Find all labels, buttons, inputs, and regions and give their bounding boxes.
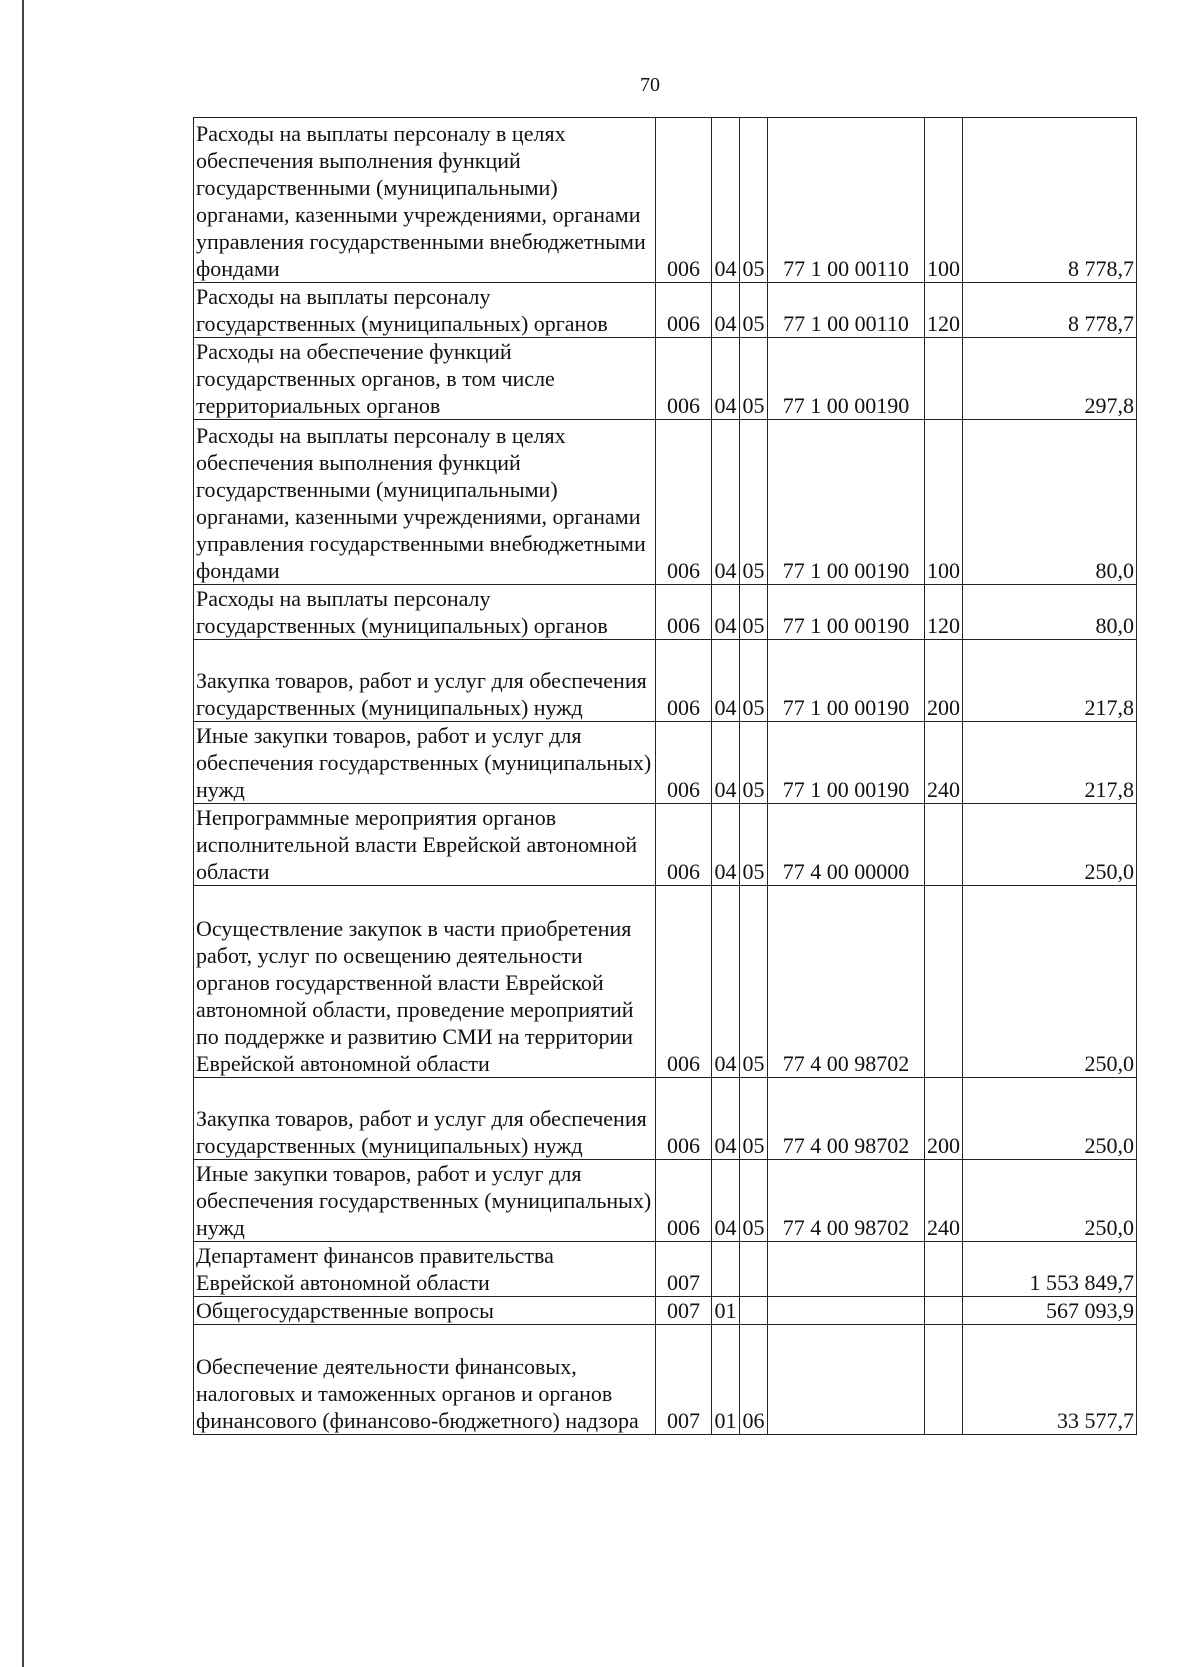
section-code: 04 — [712, 338, 740, 420]
amount-cell: 567 093,9 — [963, 1297, 1137, 1325]
amount-cell: 250,0 — [963, 886, 1137, 1078]
target-article-code: 77 1 00 00110 — [768, 118, 925, 283]
subsection-code: 05 — [740, 804, 768, 886]
expense-type-code — [925, 338, 963, 420]
ministry-code: 006 — [656, 1160, 712, 1242]
expense-type-code — [925, 804, 963, 886]
section-code: 04 — [712, 585, 740, 640]
target-article-code: 77 4 00 98702 — [768, 1078, 925, 1160]
target-article-code — [768, 1325, 925, 1435]
expense-name: Непрограммные мероприятия органов исполнительной власти Еврейской автономной области — [194, 804, 656, 886]
table-row — [194, 118, 1137, 283]
expense-name: Осуществление закупок в части приобретения работ, услуг по освещению деятельности органов государственной власти Еврейской автономной области, проведение мероприятий по поддержке и развитию СМИ на территории Еврейской автономной области — [194, 886, 656, 1078]
expense-name: Иные закупки товаров, работ и услуг для обеспечения государственных (муниципальных) нужд — [194, 722, 656, 804]
expense-type-code — [925, 1297, 963, 1325]
section-code: 04 — [712, 640, 740, 722]
expense-name: Закупка товаров, работ и услуг для обеспечения государственных (муниципальных) нужд — [194, 1078, 656, 1160]
target-article-code: 77 1 00 00190 — [768, 420, 925, 585]
expense-name: Закупка товаров, работ и услуг для обеспечения государственных (муниципальных) нужд — [194, 640, 656, 722]
amount-cell: 297,8 — [963, 338, 1137, 420]
ministry-code: 006 — [656, 1078, 712, 1160]
ministry-code: 006 — [656, 640, 712, 722]
target-article-code: 77 4 00 00000 — [768, 804, 925, 886]
subsection-code: 05 — [740, 118, 768, 283]
table-row — [194, 1325, 1137, 1435]
table-row — [194, 338, 1137, 420]
ministry-code: 007 — [656, 1297, 712, 1325]
expense-type-code: 120 — [925, 585, 963, 640]
amount-cell: 217,8 — [963, 640, 1137, 722]
section-code: 04 — [712, 722, 740, 804]
amount-cell: 250,0 — [963, 804, 1137, 886]
amount-cell: 8 778,7 — [963, 118, 1137, 283]
section-code: 04 — [712, 1160, 740, 1242]
target-article-code: 77 4 00 98702 — [768, 1160, 925, 1242]
amount-cell: 1 553 849,7 — [963, 1242, 1137, 1297]
ministry-code: 007 — [656, 1242, 712, 1297]
section-code: 01 — [712, 1325, 740, 1435]
page-number: 70 — [640, 74, 660, 96]
table-row — [194, 722, 1137, 804]
subsection-code: 05 — [740, 338, 768, 420]
subsection-code: 05 — [740, 420, 768, 585]
subsection-code: 05 — [740, 283, 768, 338]
amount-cell: 80,0 — [963, 420, 1137, 585]
subsection-code: 05 — [740, 722, 768, 804]
ministry-code: 006 — [656, 585, 712, 640]
section-code: 04 — [712, 118, 740, 283]
amount-cell: 250,0 — [963, 1078, 1137, 1160]
target-article-code: 77 1 00 00190 — [768, 640, 925, 722]
table-row — [194, 1242, 1137, 1297]
amount-cell: 217,8 — [963, 722, 1137, 804]
amount-cell: 33 577,7 — [963, 1325, 1137, 1435]
target-article-code — [768, 1297, 925, 1325]
section-code — [712, 1242, 740, 1297]
expense-type-code: 120 — [925, 283, 963, 338]
table-row — [194, 585, 1137, 640]
amount-cell: 8 778,7 — [963, 283, 1137, 338]
target-article-code: 77 1 00 00190 — [768, 722, 925, 804]
expense-type-code: 240 — [925, 722, 963, 804]
section-code: 04 — [712, 283, 740, 338]
ministry-code: 006 — [656, 886, 712, 1078]
ministry-code: 006 — [656, 283, 712, 338]
ministry-code: 006 — [656, 420, 712, 585]
expense-name: Расходы на обеспечение функций государственных органов, в том числе территориальных органов — [194, 338, 656, 420]
table-row — [194, 1297, 1137, 1325]
ministry-code: 006 — [656, 118, 712, 283]
table-row — [194, 420, 1137, 585]
subsection-code: 05 — [740, 1160, 768, 1242]
table-row — [194, 283, 1137, 338]
section-code: 01 — [712, 1297, 740, 1325]
subsection-code — [740, 1242, 768, 1297]
ministry-code: 006 — [656, 722, 712, 804]
section-code: 04 — [712, 420, 740, 585]
table-row — [194, 804, 1137, 886]
expense-name: Расходы на выплаты персоналу государственных (муниципальных) органов — [194, 585, 656, 640]
amount-cell: 80,0 — [963, 585, 1137, 640]
section-code: 04 — [712, 886, 740, 1078]
expense-type-code: 100 — [925, 118, 963, 283]
expense-name: Иные закупки товаров, работ и услуг для обеспечения государственных (муниципальных) нужд — [194, 1160, 656, 1242]
target-article-code: 77 1 00 00110 — [768, 283, 925, 338]
subsection-code: 05 — [740, 640, 768, 722]
expense-name: Расходы на выплаты персоналу государственных (муниципальных) органов — [194, 283, 656, 338]
subsection-code: 05 — [740, 1078, 768, 1160]
ministry-code: 006 — [656, 804, 712, 886]
table-row — [194, 1160, 1137, 1242]
table-row — [194, 1078, 1137, 1160]
budget-table — [193, 117, 1137, 1435]
expense-type-code — [925, 1325, 963, 1435]
target-article-code — [768, 1242, 925, 1297]
subsection-code: 05 — [740, 585, 768, 640]
target-article-code: 77 4 00 98702 — [768, 886, 925, 1078]
section-code: 04 — [712, 804, 740, 886]
subsection-code: 06 — [740, 1325, 768, 1435]
expense-name: Расходы на выплаты персоналу в целях обеспечения выполнения функций государственными (муниципальными) органами, казенными учреждениями, органами управления государственными внебюджетными фондами — [194, 118, 656, 283]
target-article-code: 77 1 00 00190 — [768, 338, 925, 420]
expense-name: Общегосударственные вопросы — [194, 1297, 656, 1325]
table-row — [194, 886, 1137, 1078]
left-margin-line — [22, 0, 24, 1667]
expense-name: Департамент финансов правительства Еврейской автономной области — [194, 1242, 656, 1297]
budget-table-body — [194, 118, 1137, 1435]
ministry-code: 006 — [656, 338, 712, 420]
amount-cell: 250,0 — [963, 1160, 1137, 1242]
table-row — [194, 640, 1137, 722]
expense-type-code: 200 — [925, 640, 963, 722]
expense-name: Обеспечение деятельности финансовых, налоговых и таможенных органов и органов финансового (финансово-бюджетного) надзора — [194, 1325, 656, 1435]
expense-type-code: 240 — [925, 1160, 963, 1242]
ministry-code: 007 — [656, 1325, 712, 1435]
subsection-code: 05 — [740, 886, 768, 1078]
subsection-code — [740, 1297, 768, 1325]
expense-type-code — [925, 1242, 963, 1297]
target-article-code: 77 1 00 00190 — [768, 585, 925, 640]
section-code: 04 — [712, 1078, 740, 1160]
expense-type-code: 100 — [925, 420, 963, 585]
expense-type-code: 200 — [925, 1078, 963, 1160]
expense-name: Расходы на выплаты персоналу в целях обеспечения выполнения функций государственными (муниципальными) органами, казенными учреждениями, органами управления государственными внебюджетными фондами — [194, 420, 656, 585]
expense-type-code — [925, 886, 963, 1078]
